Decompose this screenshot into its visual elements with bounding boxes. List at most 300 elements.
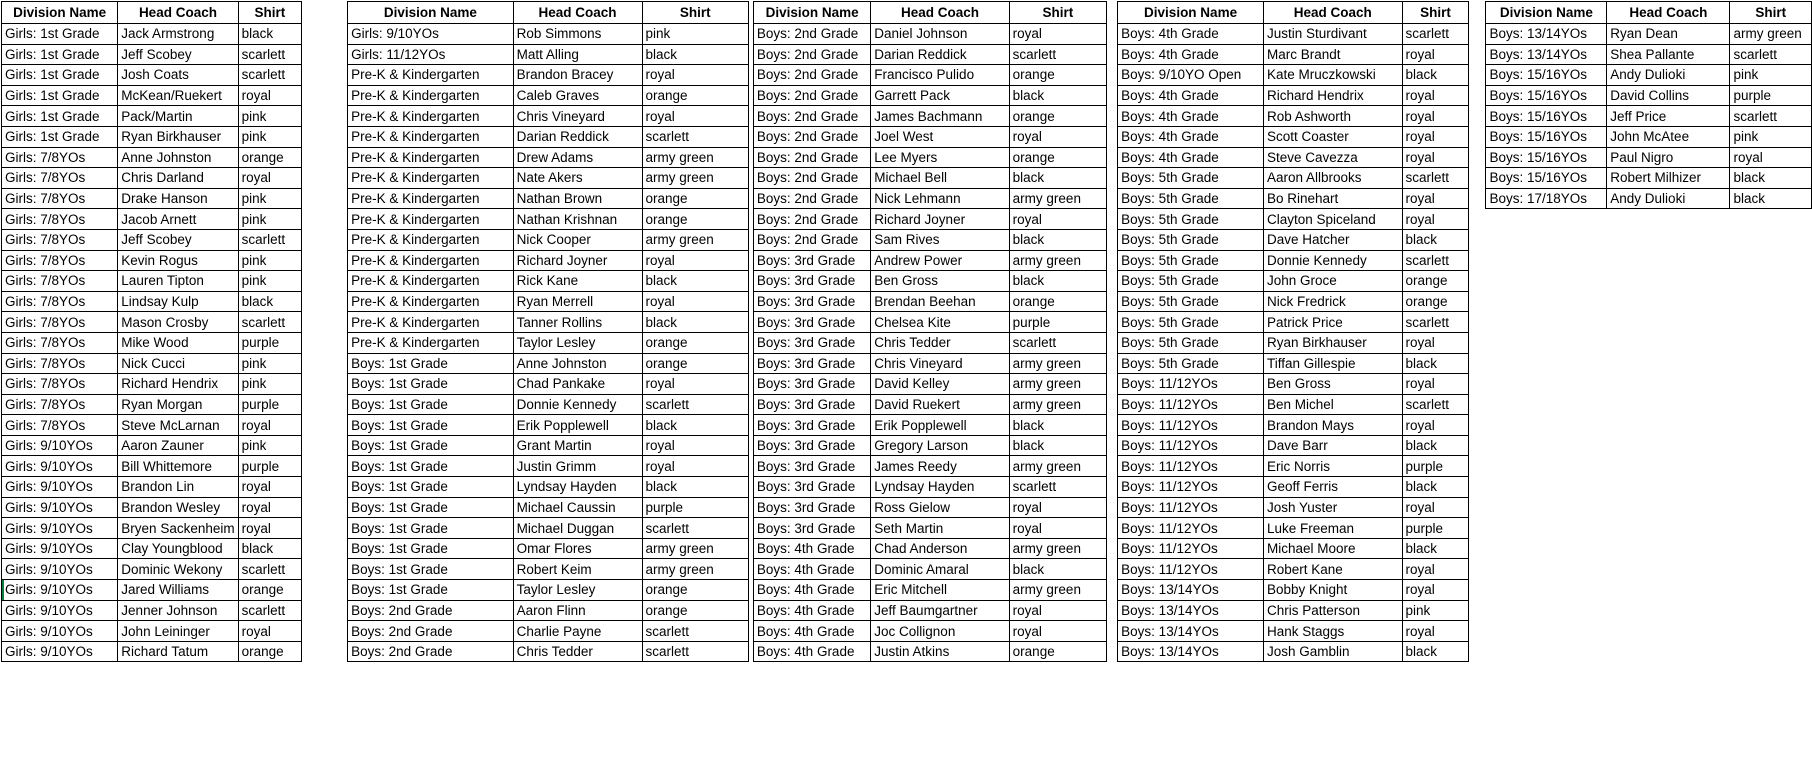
cell-division[interactable]: Boys: 2nd Grade <box>348 600 513 621</box>
cell-division[interactable]: Boys: 4th Grade <box>753 621 870 642</box>
cell-shirt[interactable]: royal <box>1402 106 1469 127</box>
cell-shirt[interactable]: scarlett <box>642 518 748 539</box>
cell-coach[interactable]: Donnie Kennedy <box>1263 250 1402 271</box>
cell-division[interactable]: Boys: 2nd Grade <box>753 229 870 250</box>
cell-division[interactable]: Pre-K & Kindergarten <box>348 332 513 353</box>
cell-coach[interactable]: Tanner Rollins <box>513 312 642 333</box>
cell-division[interactable]: Boys: 3rd Grade <box>753 415 870 436</box>
cell-shirt[interactable]: orange <box>642 85 748 106</box>
cell-shirt[interactable]: royal <box>1402 415 1469 436</box>
cell-shirt[interactable]: black <box>1402 229 1469 250</box>
cell-shirt[interactable]: orange <box>1402 291 1469 312</box>
cell-shirt[interactable]: purple <box>1402 456 1469 477</box>
cell-coach[interactable]: Bryen Sackenheim <box>118 518 238 539</box>
cell-shirt[interactable]: scarlett <box>1009 477 1107 498</box>
cell-shirt[interactable]: royal <box>642 250 748 271</box>
cell-division[interactable]: Boys: 11/12YOs <box>1118 477 1264 498</box>
cell-division[interactable]: Boys: 13/14YOs <box>1118 621 1264 642</box>
cell-division[interactable]: Boys: 5th Grade <box>1118 229 1264 250</box>
cell-coach[interactable]: Aaron Allbrooks <box>1263 168 1402 189</box>
cell-division[interactable]: Boys: 15/16YOs <box>1486 65 1607 86</box>
cell-shirt[interactable]: black <box>1009 435 1107 456</box>
cell-division[interactable]: Boys: 11/12YOs <box>1118 497 1264 518</box>
cell-shirt[interactable]: royal <box>1402 580 1469 601</box>
cell-coach[interactable]: Anne Johnston <box>513 353 642 374</box>
cell-coach[interactable]: David Collins <box>1607 85 1730 106</box>
cell-division[interactable]: Boys: 4th Grade <box>753 559 870 580</box>
cell-shirt[interactable]: orange <box>1402 271 1469 292</box>
cell-shirt[interactable]: black <box>1009 229 1107 250</box>
cell-division[interactable]: Boys: 2nd Grade <box>753 209 870 230</box>
cell-coach[interactable]: Drake Hanson <box>118 188 238 209</box>
cell-division[interactable]: Boys: 3rd Grade <box>753 250 870 271</box>
cell-division[interactable]: Girls: 1st Grade <box>2 24 118 45</box>
cell-division[interactable]: Boys: 4th Grade <box>753 580 870 601</box>
column-header-division-name[interactable]: Division Name <box>348 2 513 24</box>
cell-coach[interactable]: Ross Gielow <box>871 497 1009 518</box>
cell-coach[interactable]: Darian Reddick <box>513 126 642 147</box>
column-header-division-name[interactable]: Division Name <box>1486 2 1607 24</box>
cell-shirt[interactable]: pink <box>642 24 748 45</box>
cell-shirt[interactable]: orange <box>642 209 748 230</box>
cell-shirt[interactable]: black <box>1009 559 1107 580</box>
cell-shirt[interactable]: scarlett <box>642 394 748 415</box>
cell-coach[interactable]: Ben Gross <box>871 271 1009 292</box>
cell-coach[interactable]: Hank Staggs <box>1263 621 1402 642</box>
cell-division[interactable]: Boys: 4th Grade <box>753 538 870 559</box>
cell-coach[interactable]: Ryan Birkhauser <box>118 126 238 147</box>
cell-shirt[interactable]: purple <box>238 394 302 415</box>
cell-division[interactable]: Boys: 2nd Grade <box>753 126 870 147</box>
cell-shirt[interactable]: pink <box>238 374 302 395</box>
cell-coach[interactable]: John McAtee <box>1607 126 1730 147</box>
cell-division[interactable]: Boys: 3rd Grade <box>753 394 870 415</box>
column-header-head-coach[interactable]: Head Coach <box>513 2 642 24</box>
cell-division[interactable]: Boys: 13/14YOs <box>1486 44 1607 65</box>
cell-coach[interactable]: Jeff Scobey <box>118 229 238 250</box>
cell-coach[interactable]: Shea Pallante <box>1607 44 1730 65</box>
cell-shirt[interactable]: pink <box>238 209 302 230</box>
cell-division[interactable]: Boys: 13/14YOs <box>1118 641 1264 662</box>
cell-division[interactable]: Boys: 2nd Grade <box>753 106 870 127</box>
cell-coach[interactable]: Nathan Brown <box>513 188 642 209</box>
column-header-head-coach[interactable]: Head Coach <box>871 2 1009 24</box>
cell-division[interactable]: Pre-K & Kindergarten <box>348 168 513 189</box>
cell-coach[interactable]: James Reedy <box>871 456 1009 477</box>
cell-coach[interactable]: Lindsay Kulp <box>118 291 238 312</box>
cell-division[interactable]: Boys: 13/14YOs <box>1486 24 1607 45</box>
cell-coach[interactable]: Robert Milhizer <box>1607 168 1730 189</box>
cell-division[interactable]: Boys: 3rd Grade <box>753 497 870 518</box>
cell-division[interactable]: Boys: 5th Grade <box>1118 168 1264 189</box>
cell-division[interactable]: Boys: 9/10YO Open <box>1118 65 1264 86</box>
cell-shirt[interactable]: royal <box>1402 621 1469 642</box>
cell-division[interactable]: Boys: 5th Grade <box>1118 250 1264 271</box>
cell-division[interactable]: Boys: 13/14YOs <box>1118 580 1264 601</box>
cell-shirt[interactable]: royal <box>1009 600 1107 621</box>
cell-shirt[interactable]: orange <box>238 580 302 601</box>
cell-division[interactable]: Pre-K & Kindergarten <box>348 312 513 333</box>
cell-coach[interactable]: Chris Darland <box>118 168 238 189</box>
cell-coach[interactable]: Patrick Price <box>1263 312 1402 333</box>
cell-shirt[interactable]: orange <box>1009 641 1107 662</box>
cell-coach[interactable]: Brandon Bracey <box>513 65 642 86</box>
cell-shirt[interactable]: black <box>1009 85 1107 106</box>
cell-coach[interactable]: Rick Kane <box>513 271 642 292</box>
cell-division[interactable]: Boys: 11/12YOs <box>1118 538 1264 559</box>
cell-division[interactable]: Boys: 17/18YOs <box>1486 188 1607 209</box>
cell-shirt[interactable]: black <box>1730 188 1812 209</box>
cell-shirt[interactable]: royal <box>1402 374 1469 395</box>
cell-coach[interactable]: Garrett Pack <box>871 85 1009 106</box>
cell-coach[interactable]: Jared Williams <box>118 580 238 601</box>
cell-shirt[interactable]: army green <box>642 559 748 580</box>
cell-shirt[interactable]: royal <box>238 85 302 106</box>
cell-shirt[interactable]: pink <box>238 271 302 292</box>
column-header-head-coach[interactable]: Head Coach <box>1607 2 1730 24</box>
cell-coach[interactable]: Kate Mruczkowski <box>1263 65 1402 86</box>
cell-shirt[interactable]: scarlett <box>238 44 302 65</box>
cell-shirt[interactable]: scarlett <box>642 126 748 147</box>
cell-division[interactable]: Boys: 3rd Grade <box>753 374 870 395</box>
cell-coach[interactable]: McKean/Ruekert <box>118 85 238 106</box>
cell-coach[interactable]: Justin Grimm <box>513 456 642 477</box>
cell-shirt[interactable]: royal <box>1402 188 1469 209</box>
cell-coach[interactable]: Drew Adams <box>513 147 642 168</box>
cell-shirt[interactable]: purple <box>642 497 748 518</box>
cell-shirt[interactable]: black <box>642 271 748 292</box>
cell-shirt[interactable]: scarlett <box>1009 332 1107 353</box>
cell-shirt[interactable]: army green <box>642 229 748 250</box>
cell-coach[interactable]: Taylor Lesley <box>513 580 642 601</box>
cell-coach[interactable]: Eric Mitchell <box>871 580 1009 601</box>
cell-division[interactable]: Boys: 1st Grade <box>348 559 513 580</box>
cell-shirt[interactable]: army green <box>642 168 748 189</box>
cell-shirt[interactable]: scarlett <box>1009 44 1107 65</box>
cell-coach[interactable]: Bill Whittemore <box>118 456 238 477</box>
cell-division[interactable]: Pre-K & Kindergarten <box>348 85 513 106</box>
cell-coach[interactable]: Seth Martin <box>871 518 1009 539</box>
cell-shirt[interactable]: purple <box>1730 85 1812 106</box>
cell-shirt[interactable]: pink <box>1730 65 1812 86</box>
column-header-shirt[interactable]: Shirt <box>1730 2 1812 24</box>
column-header-division-name[interactable]: Division Name <box>2 2 118 24</box>
cell-shirt[interactable]: black <box>1402 477 1469 498</box>
cell-division[interactable]: Boys: 2nd Grade <box>348 641 513 662</box>
cell-division[interactable]: Girls: 9/10YOs <box>2 600 118 621</box>
cell-shirt[interactable]: black <box>1009 168 1107 189</box>
cell-shirt[interactable]: black <box>238 24 302 45</box>
cell-shirt[interactable]: black <box>238 291 302 312</box>
cell-shirt[interactable]: royal <box>1009 621 1107 642</box>
cell-shirt[interactable]: orange <box>238 147 302 168</box>
cell-division[interactable]: Boys: 2nd Grade <box>348 621 513 642</box>
cell-coach[interactable]: Bobby Knight <box>1263 580 1402 601</box>
cell-coach[interactable]: Brandon Mays <box>1263 415 1402 436</box>
cell-coach[interactable]: Taylor Lesley <box>513 332 642 353</box>
cell-division[interactable]: Boys: 1st Grade <box>348 394 513 415</box>
cell-division[interactable]: Girls: 7/8YOs <box>2 250 118 271</box>
cell-division[interactable]: Girls: 7/8YOs <box>2 147 118 168</box>
cell-division[interactable]: Boys: 1st Grade <box>348 497 513 518</box>
cell-division[interactable]: Boys: 11/12YOs <box>1118 435 1264 456</box>
cell-division[interactable]: Boys: 1st Grade <box>348 353 513 374</box>
cell-coach[interactable]: Josh Gamblin <box>1263 641 1402 662</box>
cell-division[interactable]: Boys: 11/12YOs <box>1118 374 1264 395</box>
cell-shirt[interactable]: scarlett <box>238 65 302 86</box>
cell-shirt[interactable]: pink <box>1730 126 1812 147</box>
cell-coach[interactable]: Dominic Wekony <box>118 559 238 580</box>
cell-division[interactable]: Girls: 7/8YOs <box>2 353 118 374</box>
cell-division[interactable]: Girls: 7/8YOs <box>2 374 118 395</box>
cell-coach[interactable]: Dave Barr <box>1263 435 1402 456</box>
cell-shirt[interactable]: purple <box>238 332 302 353</box>
cell-coach[interactable]: Francisco Pulido <box>871 65 1009 86</box>
cell-division[interactable]: Boys: 2nd Grade <box>753 44 870 65</box>
cell-coach[interactable]: Joel West <box>871 126 1009 147</box>
cell-division[interactable]: Girls: 7/8YOs <box>2 229 118 250</box>
cell-division[interactable]: Girls: 9/10YOs <box>2 580 118 601</box>
cell-division[interactable]: Boys: 11/12YOs <box>1118 518 1264 539</box>
cell-coach[interactable]: Ryan Merrell <box>513 291 642 312</box>
cell-shirt[interactable]: army green <box>1009 394 1107 415</box>
cell-shirt[interactable]: royal <box>1402 209 1469 230</box>
cell-division[interactable]: Boys: 3rd Grade <box>753 271 870 292</box>
cell-coach[interactable]: Dominic Amaral <box>871 559 1009 580</box>
cell-division[interactable]: Boys: 13/14YOs <box>1118 600 1264 621</box>
cell-shirt[interactable]: orange <box>642 600 748 621</box>
cell-coach[interactable]: Chris Vineyard <box>513 106 642 127</box>
cell-division[interactable]: Girls: 9/10YOs <box>2 435 118 456</box>
cell-shirt[interactable]: black <box>1730 168 1812 189</box>
cell-shirt[interactable]: scarlett <box>642 641 748 662</box>
cell-division[interactable]: Girls: 1st Grade <box>2 126 118 147</box>
cell-coach[interactable]: Rob Ashworth <box>1263 106 1402 127</box>
cell-coach[interactable]: Robert Kane <box>1263 559 1402 580</box>
cell-shirt[interactable]: royal <box>642 374 748 395</box>
cell-coach[interactable]: Richard Hendrix <box>118 374 238 395</box>
cell-coach[interactable]: Chad Pankake <box>513 374 642 395</box>
cell-shirt[interactable]: orange <box>238 641 302 662</box>
cell-coach[interactable]: Tiffan Gillespie <box>1263 353 1402 374</box>
cell-shirt[interactable]: royal <box>1730 147 1812 168</box>
cell-coach[interactable]: Ben Michel <box>1263 394 1402 415</box>
cell-division[interactable]: Boys: 15/16YOs <box>1486 85 1607 106</box>
cell-coach[interactable]: Richard Tatum <box>118 641 238 662</box>
cell-division[interactable]: Pre-K & Kindergarten <box>348 65 513 86</box>
cell-coach[interactable]: Nathan Krishnan <box>513 209 642 230</box>
cell-coach[interactable]: Robert Keim <box>513 559 642 580</box>
cell-coach[interactable]: Michael Caussin <box>513 497 642 518</box>
cell-shirt[interactable]: royal <box>238 518 302 539</box>
cell-coach[interactable]: Chris Patterson <box>1263 600 1402 621</box>
cell-division[interactable]: Girls: 7/8YOs <box>2 312 118 333</box>
cell-shirt[interactable]: royal <box>238 415 302 436</box>
cell-division[interactable]: Boys: 3rd Grade <box>753 353 870 374</box>
cell-coach[interactable]: Nick Cucci <box>118 353 238 374</box>
cell-shirt[interactable]: army green <box>1009 353 1107 374</box>
cell-division[interactable]: Boys: 1st Grade <box>348 538 513 559</box>
cell-coach[interactable]: Erik Popplewell <box>513 415 642 436</box>
cell-division[interactable]: Girls: 1st Grade <box>2 44 118 65</box>
cell-coach[interactable]: Jeff Scobey <box>118 44 238 65</box>
cell-coach[interactable]: Ryan Morgan <box>118 394 238 415</box>
cell-coach[interactable]: Erik Popplewell <box>871 415 1009 436</box>
cell-coach[interactable]: Nate Akers <box>513 168 642 189</box>
cell-coach[interactable]: Josh Yuster <box>1263 497 1402 518</box>
cell-coach[interactable]: Lauren Tipton <box>118 271 238 292</box>
cell-coach[interactable]: Steve Cavezza <box>1263 147 1402 168</box>
cell-shirt[interactable]: pink <box>238 353 302 374</box>
cell-shirt[interactable]: army green <box>1009 580 1107 601</box>
cell-shirt[interactable]: black <box>642 477 748 498</box>
cell-shirt[interactable]: royal <box>642 435 748 456</box>
cell-shirt[interactable]: orange <box>1009 291 1107 312</box>
cell-shirt[interactable]: orange <box>642 332 748 353</box>
cell-division[interactable]: Girls: 9/10YOs <box>2 641 118 662</box>
cell-shirt[interactable]: black <box>642 312 748 333</box>
cell-division[interactable]: Girls: 9/10YOs <box>2 538 118 559</box>
cell-shirt[interactable]: royal <box>238 477 302 498</box>
cell-division[interactable]: Boys: 15/16YOs <box>1486 147 1607 168</box>
cell-coach[interactable]: Jenner Johnson <box>118 600 238 621</box>
cell-shirt[interactable]: scarlett <box>642 621 748 642</box>
cell-division[interactable]: Pre-K & Kindergarten <box>348 271 513 292</box>
cell-division[interactable]: Pre-K & Kindergarten <box>348 250 513 271</box>
cell-division[interactable]: Girls: 9/10YOs <box>2 477 118 498</box>
cell-division[interactable]: Pre-K & Kindergarten <box>348 106 513 127</box>
cell-division[interactable]: Pre-K & Kindergarten <box>348 291 513 312</box>
cell-coach[interactable]: Sam Rives <box>871 229 1009 250</box>
cell-coach[interactable]: Daniel Johnson <box>871 24 1009 45</box>
column-header-shirt[interactable]: Shirt <box>1402 2 1469 24</box>
cell-division[interactable]: Boys: 3rd Grade <box>753 435 870 456</box>
cell-coach[interactable]: Michael Duggan <box>513 518 642 539</box>
cell-division[interactable]: Pre-K & Kindergarten <box>348 209 513 230</box>
cell-division[interactable]: Pre-K & Kindergarten <box>348 229 513 250</box>
cell-coach[interactable]: Joc Collignon <box>871 621 1009 642</box>
cell-coach[interactable]: Aaron Flinn <box>513 600 642 621</box>
cell-shirt[interactable]: scarlett <box>238 600 302 621</box>
cell-division[interactable]: Boys: 1st Grade <box>348 456 513 477</box>
cell-division[interactable]: Boys: 3rd Grade <box>753 291 870 312</box>
cell-coach[interactable]: Lyndsay Hayden <box>871 477 1009 498</box>
cell-division[interactable]: Girls: 9/10YOs <box>2 559 118 580</box>
cell-shirt[interactable]: orange <box>1009 106 1107 127</box>
cell-shirt[interactable]: black <box>1402 65 1469 86</box>
cell-coach[interactable]: Lyndsay Hayden <box>513 477 642 498</box>
cell-division[interactable]: Boys: 11/12YOs <box>1118 456 1264 477</box>
cell-shirt[interactable]: black <box>1402 435 1469 456</box>
cell-shirt[interactable]: scarlett <box>1730 106 1812 127</box>
cell-shirt[interactable]: royal <box>238 168 302 189</box>
cell-shirt[interactable]: royal <box>642 106 748 127</box>
cell-shirt[interactable]: black <box>642 44 748 65</box>
cell-coach[interactable]: Josh Coats <box>118 65 238 86</box>
cell-shirt[interactable]: purple <box>1402 518 1469 539</box>
cell-shirt[interactable]: black <box>238 538 302 559</box>
cell-division[interactable]: Boys: 4th Grade <box>1118 126 1264 147</box>
cell-coach[interactable]: Mason Crosby <box>118 312 238 333</box>
cell-coach[interactable]: Lee Myers <box>871 147 1009 168</box>
cell-coach[interactable]: Darian Reddick <box>871 44 1009 65</box>
cell-shirt[interactable]: royal <box>1402 559 1469 580</box>
cell-coach[interactable]: Bo Rinehart <box>1263 188 1402 209</box>
cell-shirt[interactable]: royal <box>1402 497 1469 518</box>
column-header-shirt[interactable]: Shirt <box>238 2 302 24</box>
cell-division[interactable]: Girls: 11/12YOs <box>348 44 513 65</box>
cell-coach[interactable]: Brendan Beehan <box>871 291 1009 312</box>
cell-coach[interactable]: David Ruekert <box>871 394 1009 415</box>
cell-division[interactable]: Girls: 7/8YOs <box>2 168 118 189</box>
cell-division[interactable]: Boys: 1st Grade <box>348 415 513 436</box>
cell-shirt[interactable]: royal <box>1402 126 1469 147</box>
cell-coach[interactable]: Steve McLarnan <box>118 415 238 436</box>
cell-division[interactable]: Boys: 4th Grade <box>1118 24 1264 45</box>
cell-coach[interactable]: Chelsea Kite <box>871 312 1009 333</box>
cell-division[interactable]: Boys: 5th Grade <box>1118 291 1264 312</box>
cell-shirt[interactable]: purple <box>238 456 302 477</box>
cell-coach[interactable]: Chad Anderson <box>871 538 1009 559</box>
cell-shirt[interactable]: scarlett <box>238 229 302 250</box>
cell-shirt[interactable]: royal <box>1009 209 1107 230</box>
cell-coach[interactable]: Brandon Lin <box>118 477 238 498</box>
cell-division[interactable]: Boys: 5th Grade <box>1118 188 1264 209</box>
cell-shirt[interactable]: royal <box>642 65 748 86</box>
cell-coach[interactable]: Chris Tedder <box>871 332 1009 353</box>
cell-coach[interactable]: Richard Hendrix <box>1263 85 1402 106</box>
column-header-shirt[interactable]: Shirt <box>1009 2 1107 24</box>
cell-shirt[interactable]: scarlett <box>1730 44 1812 65</box>
cell-coach[interactable]: Clayton Spiceland <box>1263 209 1402 230</box>
cell-coach[interactable]: Richard Joyner <box>513 250 642 271</box>
cell-division[interactable]: Boys: 1st Grade <box>348 435 513 456</box>
cell-division[interactable]: Boys: 1st Grade <box>348 477 513 498</box>
cell-coach[interactable]: Jeff Baumgartner <box>871 600 1009 621</box>
cell-shirt[interactable]: pink <box>238 106 302 127</box>
cell-division[interactable]: Boys: 11/12YOs <box>1118 415 1264 436</box>
cell-division[interactable]: Boys: 5th Grade <box>1118 353 1264 374</box>
cell-coach[interactable]: Aaron Zauner <box>118 435 238 456</box>
cell-coach[interactable]: Ryan Birkhauser <box>1263 332 1402 353</box>
cell-coach[interactable]: Nick Fredrick <box>1263 291 1402 312</box>
cell-shirt[interactable]: royal <box>1009 24 1107 45</box>
cell-coach[interactable]: Gregory Larson <box>871 435 1009 456</box>
cell-shirt[interactable]: scarlett <box>1402 24 1469 45</box>
cell-division[interactable]: Boys: 2nd Grade <box>753 85 870 106</box>
cell-division[interactable]: Girls: 9/10YOs <box>2 456 118 477</box>
cell-coach[interactable]: Andy Dulioki <box>1607 188 1730 209</box>
cell-coach[interactable]: Andrew Power <box>871 250 1009 271</box>
column-header-head-coach[interactable]: Head Coach <box>1263 2 1402 24</box>
cell-shirt[interactable]: royal <box>238 621 302 642</box>
cell-shirt[interactable]: black <box>1402 353 1469 374</box>
cell-shirt[interactable]: royal <box>642 456 748 477</box>
cell-division[interactable]: Pre-K & Kindergarten <box>348 147 513 168</box>
cell-division[interactable]: Boys: 3rd Grade <box>753 332 870 353</box>
cell-division[interactable]: Boys: 3rd Grade <box>753 477 870 498</box>
cell-shirt[interactable]: orange <box>642 188 748 209</box>
cell-division[interactable]: Boys: 3rd Grade <box>753 518 870 539</box>
cell-coach[interactable]: Ryan Dean <box>1607 24 1730 45</box>
cell-shirt[interactable]: royal <box>1009 126 1107 147</box>
cell-coach[interactable]: James Bachmann <box>871 106 1009 127</box>
cell-coach[interactable]: Jacob Arnett <box>118 209 238 230</box>
cell-division[interactable]: Boys: 5th Grade <box>1118 209 1264 230</box>
cell-coach[interactable]: Omar Flores <box>513 538 642 559</box>
cell-division[interactable]: Boys: 5th Grade <box>1118 271 1264 292</box>
cell-coach[interactable]: Luke Freeman <box>1263 518 1402 539</box>
